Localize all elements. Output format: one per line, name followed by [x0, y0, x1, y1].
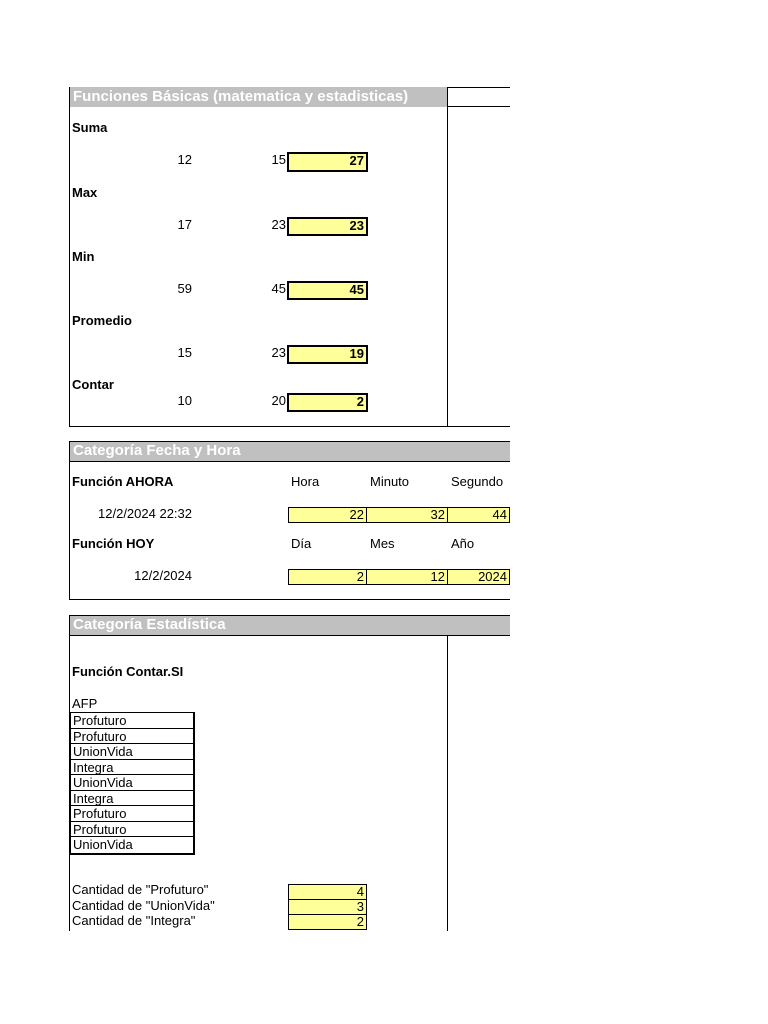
- list-item[interactable]: UnionVida: [73, 837, 133, 852]
- cell-value[interactable]: 10: [177, 393, 192, 408]
- grid-line: [447, 87, 510, 88]
- cell-value[interactable]: 15: [271, 152, 286, 167]
- section-title-basic-functions: Funciones Básicas (matematica y estadisticas): [70, 87, 447, 107]
- list-header-afp: AFP: [72, 696, 98, 711]
- grid-line: [447, 106, 510, 107]
- column-header-minuto: Minuto: [370, 474, 410, 489]
- result-cell[interactable]: 19: [287, 345, 368, 364]
- row-label-min: Min: [72, 249, 95, 264]
- cell-value[interactable]: 15: [177, 345, 192, 360]
- row-label-promedio: Promedio: [72, 313, 132, 328]
- list-item[interactable]: Integra: [71, 791, 193, 807]
- column-header-segundo: Segundo: [451, 474, 504, 489]
- count-label-profuturo: Cantidad de "Profuturo": [72, 882, 209, 897]
- result-cell[interactable]: 27: [287, 152, 368, 172]
- list-item[interactable]: UnionVida: [71, 744, 193, 760]
- year-cell[interactable]: 2024: [447, 569, 510, 585]
- column-header-mes: Mes: [370, 536, 395, 551]
- list-item[interactable]: Integra: [71, 760, 193, 776]
- grid-line: [69, 441, 510, 442]
- cell-value[interactable]: 17: [177, 217, 192, 232]
- cell-value[interactable]: 45: [271, 281, 286, 296]
- column-header-ano: Año: [451, 536, 475, 551]
- cell-value[interactable]: 59: [177, 281, 192, 296]
- hour-cell[interactable]: 22: [288, 507, 367, 523]
- result-cell[interactable]: 23: [287, 217, 368, 236]
- grid-line: [69, 599, 510, 600]
- grid-line: [69, 426, 510, 427]
- grid-line: [447, 635, 448, 931]
- minute-cell[interactable]: 32: [366, 507, 448, 523]
- function-label-hoy: Función HOY: [72, 536, 155, 551]
- list-item[interactable]: Profuturo: [71, 806, 193, 822]
- function-label-ahora: Función AHORA: [72, 474, 174, 489]
- list-item[interactable]: Profuturo: [71, 713, 193, 729]
- result-cell[interactable]: 45: [287, 281, 368, 300]
- count-cell-profuturo[interactable]: 4: [288, 884, 367, 900]
- list-item[interactable]: UnionVida: [71, 775, 193, 791]
- cell-value[interactable]: 23: [271, 345, 286, 360]
- grid-line: [69, 635, 510, 636]
- grid-line: [69, 441, 70, 600]
- row-label-suma: Suma: [72, 120, 108, 135]
- grid-line: [69, 615, 510, 616]
- function-label-contar-si: Función Contar.SI: [72, 664, 184, 679]
- second-cell[interactable]: 44: [447, 507, 510, 523]
- cell-value[interactable]: 20: [271, 393, 286, 408]
- grid-line: [69, 461, 510, 462]
- result-cell[interactable]: 2: [287, 393, 368, 412]
- day-cell[interactable]: 2: [288, 569, 367, 585]
- section-title-statistics: Categoría Estadística: [70, 615, 510, 635]
- column-header-dia: Día: [291, 536, 312, 551]
- afp-list: [69, 712, 195, 855]
- date-value[interactable]: 12/2/2024: [134, 568, 192, 583]
- section-title-date-time: Categoría Fecha y Hora: [70, 441, 510, 461]
- grid-line: [69, 87, 70, 427]
- list-item[interactable]: Profuturo: [71, 729, 193, 745]
- cell-value[interactable]: 12: [177, 152, 192, 167]
- column-header-hora: Hora: [291, 474, 320, 489]
- list-item[interactable]: Profuturo: [71, 822, 193, 838]
- grid-line: [447, 87, 448, 427]
- count-label-unionvida: Cantidad de "UnionVida": [72, 898, 215, 913]
- count-cell-unionvida[interactable]: 3: [288, 899, 367, 915]
- datetime-value[interactable]: 12/2/2024 22:32: [98, 506, 192, 521]
- row-label-max: Max: [72, 185, 98, 200]
- count-cell-integra[interactable]: 2: [288, 914, 367, 930]
- count-label-integra: Cantidad de "Integra": [72, 913, 196, 928]
- month-cell[interactable]: 12: [366, 569, 448, 585]
- cell-value[interactable]: 23: [271, 217, 286, 232]
- row-label-contar: Contar: [72, 377, 114, 392]
